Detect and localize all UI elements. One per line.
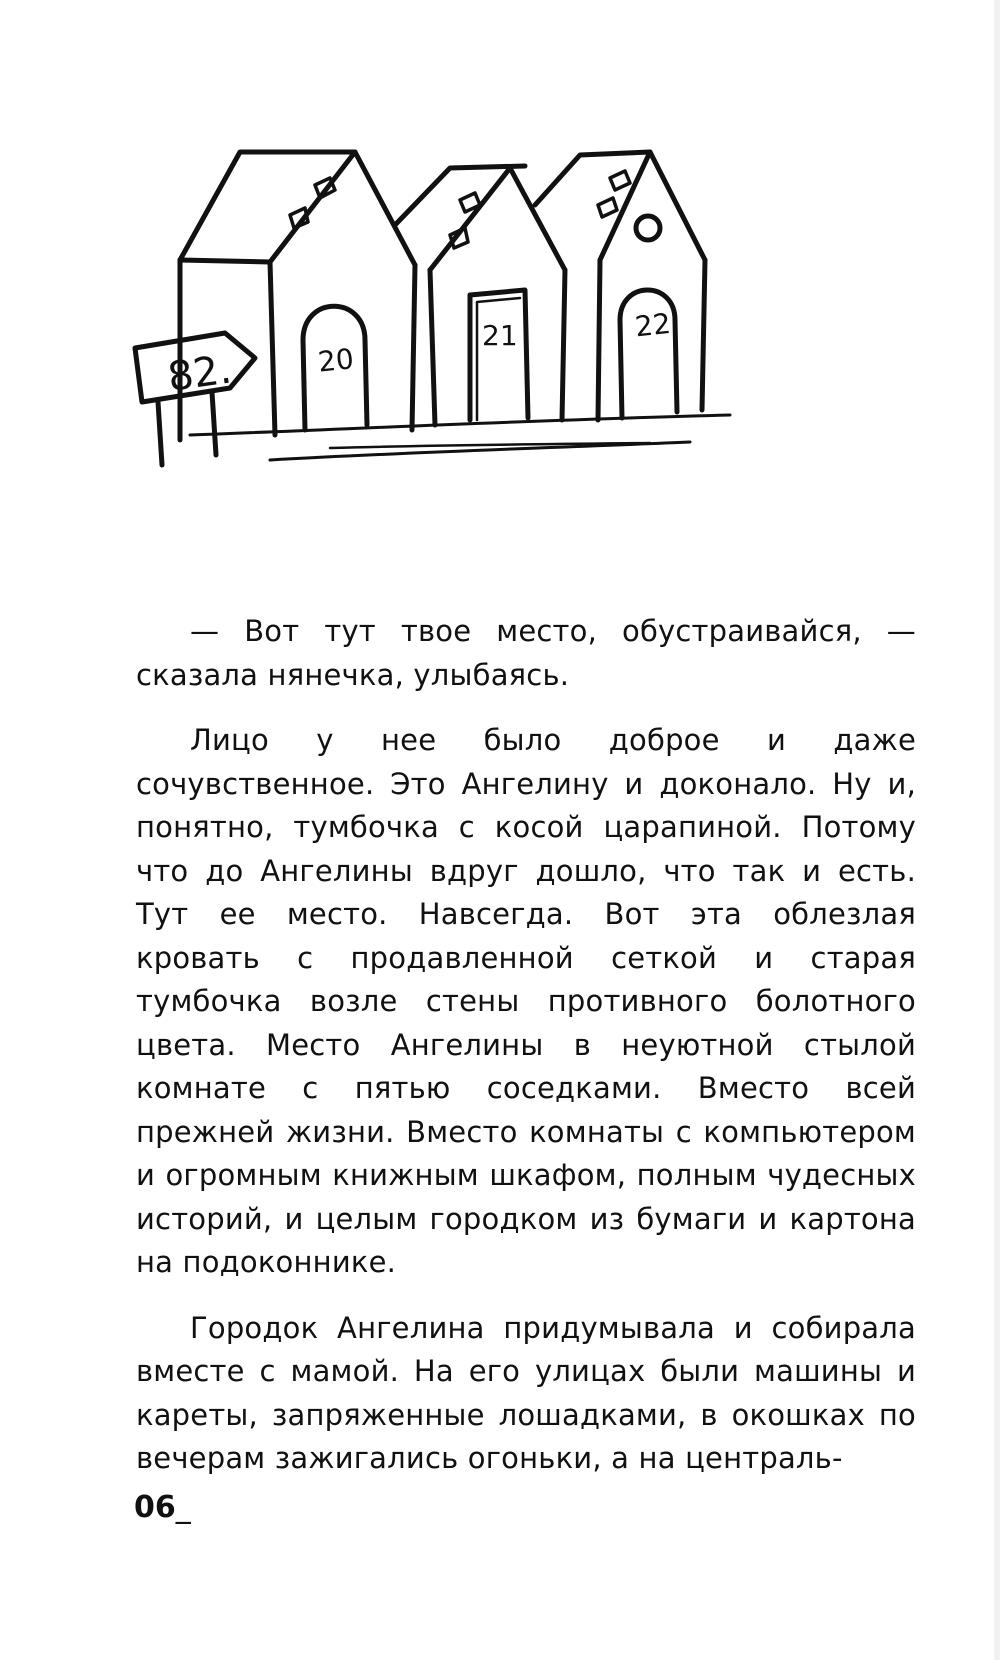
paragraph-1: — Вот тут твое место, обустраивайся, — сказала нянечка, улыбаясь.	[136, 614, 916, 692]
page-number-value: 06	[134, 1490, 176, 1525]
page-number	[134, 1490, 191, 1525]
house-number-20: 20	[316, 342, 356, 379]
page-number-suffix: _	[175, 1490, 191, 1525]
sign-number: 82.	[165, 346, 235, 401]
house-number-21: 21	[482, 319, 518, 352]
body-text	[136, 610, 916, 1503]
page-edge	[994, 0, 1000, 1660]
houses-illustration	[130, 130, 780, 510]
paragraph-2: Лицо у нее было доброе и даже сочувственное. Это Ангелину и доконало. Ну и, понятно, тумбочка с косой царапиной. Потому что до Ангелины вдруг дошло, что так и есть. Тут ее место. Навсегда. Вот эта облезлая кровать с продавленной сеткой и старая тумбочка возле стены противного болотного цвета. Место Ангелины в неуютной стылой комнате с пятью соседками. Вместо всей прежней жизни. Вместо комнаты с компьютером и огромным книжным шкафом, полным чудесных историй, и целым городком из бумаги и картона на подоконнике.	[136, 723, 916, 1279]
paragraph-3: Городок Ангелина придумывала и собирала вместе с мамой. На его улицах были машины и кареты, запряженные лошадками, в окошках по вечерам зажигались огоньки, а на централь-	[136, 1310, 916, 1475]
houses-drawing	[130, 130, 780, 510]
house-number-22: 22	[633, 306, 673, 344]
